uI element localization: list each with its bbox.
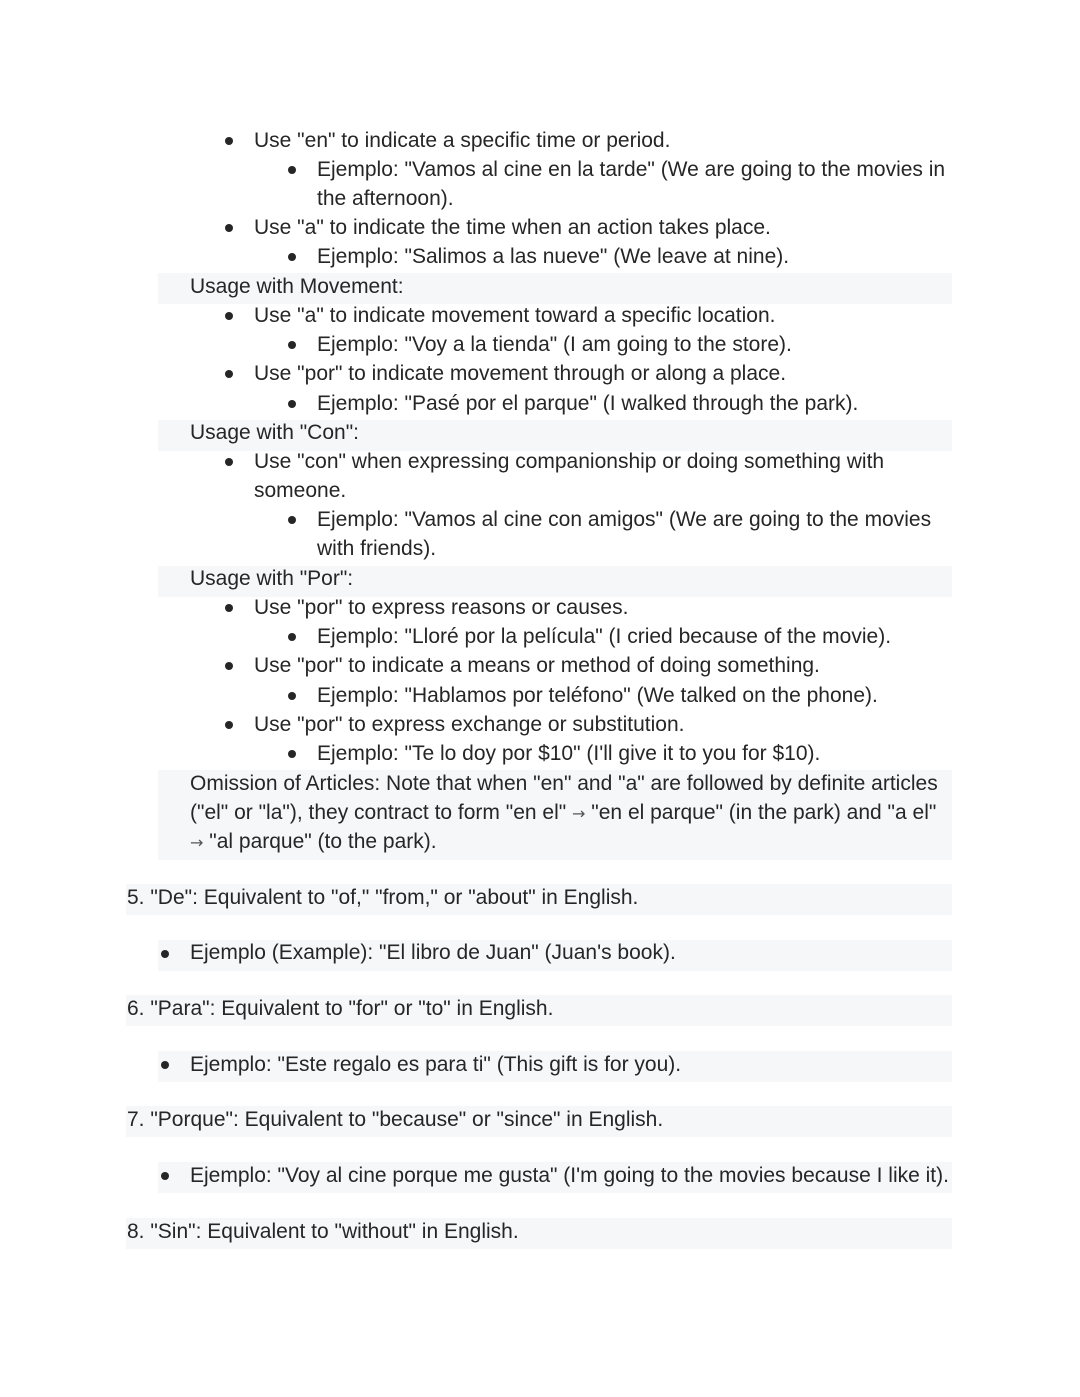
bullet-icon — [288, 341, 296, 349]
list-item: Use "por" to indicate movement through or along a place. — [254, 362, 787, 385]
bullet-icon — [225, 721, 233, 729]
arrow-right-icon: → — [572, 804, 586, 823]
bullet-icon — [288, 750, 296, 758]
list-item: Ejemplo: "Voy a la tienda" (I am going to the store). — [317, 333, 792, 356]
list-item: Ejemplo: "Vamos al cine con amigos" (We are going to the movies — [317, 508, 932, 531]
list-item: Use "a" to indicate the time when an action takes place. — [254, 216, 771, 239]
list-item: Ejemplo: "Salimos a las nueve" (We leave at nine). — [317, 245, 790, 268]
section-heading-de: 5. "De": Equivalent to "of," "from," or "about" in English. — [127, 886, 639, 909]
section-heading: Usage with "Con": — [190, 421, 359, 444]
section-heading: Usage with Movement: — [190, 275, 404, 298]
arrow-right-icon: → — [190, 833, 204, 852]
bullet-icon — [225, 312, 233, 320]
list-item: Ejemplo: "Este regalo es para ti" (This gift is for you). — [190, 1053, 682, 1076]
bullet-icon — [225, 137, 233, 145]
bullet-icon — [225, 604, 233, 612]
list-item: Ejemplo: "Voy al cine porque me gusta" (I'm going to the movies because I like it). — [190, 1164, 949, 1187]
bullet-icon — [288, 253, 296, 261]
list-item: Use "en" to indicate a specific time or period. — [254, 129, 671, 152]
list-item: Use "por" to indicate a means or method of doing something. — [254, 654, 820, 677]
list-item: Ejemplo (Example): "El libro de Juan" (Juan's book). — [190, 941, 676, 964]
bullet-icon — [225, 224, 233, 232]
bullet-icon — [225, 370, 233, 378]
omission-paragraph: Omission of Articles: Note that when "en" and "a" are followed by definite articles — [190, 772, 938, 795]
bullet-icon — [288, 400, 296, 408]
bullet-icon — [288, 516, 296, 524]
bullet-icon — [225, 458, 233, 466]
section-heading-porque: 7. "Porque": Equivalent to "because" or "since" in English. — [127, 1108, 664, 1131]
list-item: Ejemplo: "Vamos al cine en la tarde" (We are going to the movies in — [317, 158, 946, 181]
section-heading-para: 6. "Para": Equivalent to "for" or "to" in English. — [127, 997, 554, 1020]
omission-paragraph — [190, 798, 936, 828]
list-item: Use "por" to express reasons or causes. — [254, 596, 629, 619]
list-item: Ejemplo: "Lloré por la película" (I cried because of the movie). — [317, 625, 892, 648]
bullet-icon — [225, 662, 233, 670]
list-item: Use "con" when expressing companionship or doing something with — [254, 450, 885, 473]
list-item: with friends). — [317, 537, 437, 560]
list-item: Ejemplo: "Hablamos por teléfono" (We talked on the phone). — [317, 684, 878, 707]
list-item: someone. — [254, 479, 347, 502]
omission-text: ("el" or "la"), they contract to form "en el" — [190, 801, 567, 824]
list-item: the afternoon). — [317, 187, 454, 210]
bullet-icon — [161, 1172, 169, 1180]
bullet-icon — [161, 950, 169, 958]
bullet-icon — [288, 692, 296, 700]
omission-text: "en el parque" (in the park) and "a el" — [591, 801, 937, 824]
bullet-icon — [161, 1061, 169, 1069]
section-heading-sin: 8. "Sin": Equivalent to "without" in English. — [127, 1220, 519, 1243]
omission-paragraph — [190, 827, 437, 857]
list-item: Ejemplo: "Te lo doy por $10" (I'll give it to you for $10). — [317, 742, 821, 765]
bullet-icon — [288, 166, 296, 174]
list-item: Use "por" to express exchange or substitution. — [254, 713, 685, 736]
omission-text: "al parque" (to the park). — [209, 830, 437, 853]
list-item: Ejemplo: "Pasé por el parque" (I walked through the park). — [317, 392, 859, 415]
bullet-icon — [288, 633, 296, 641]
list-item: Use "a" to indicate movement toward a specific location. — [254, 304, 776, 327]
section-heading: Usage with "Por": — [190, 567, 354, 590]
